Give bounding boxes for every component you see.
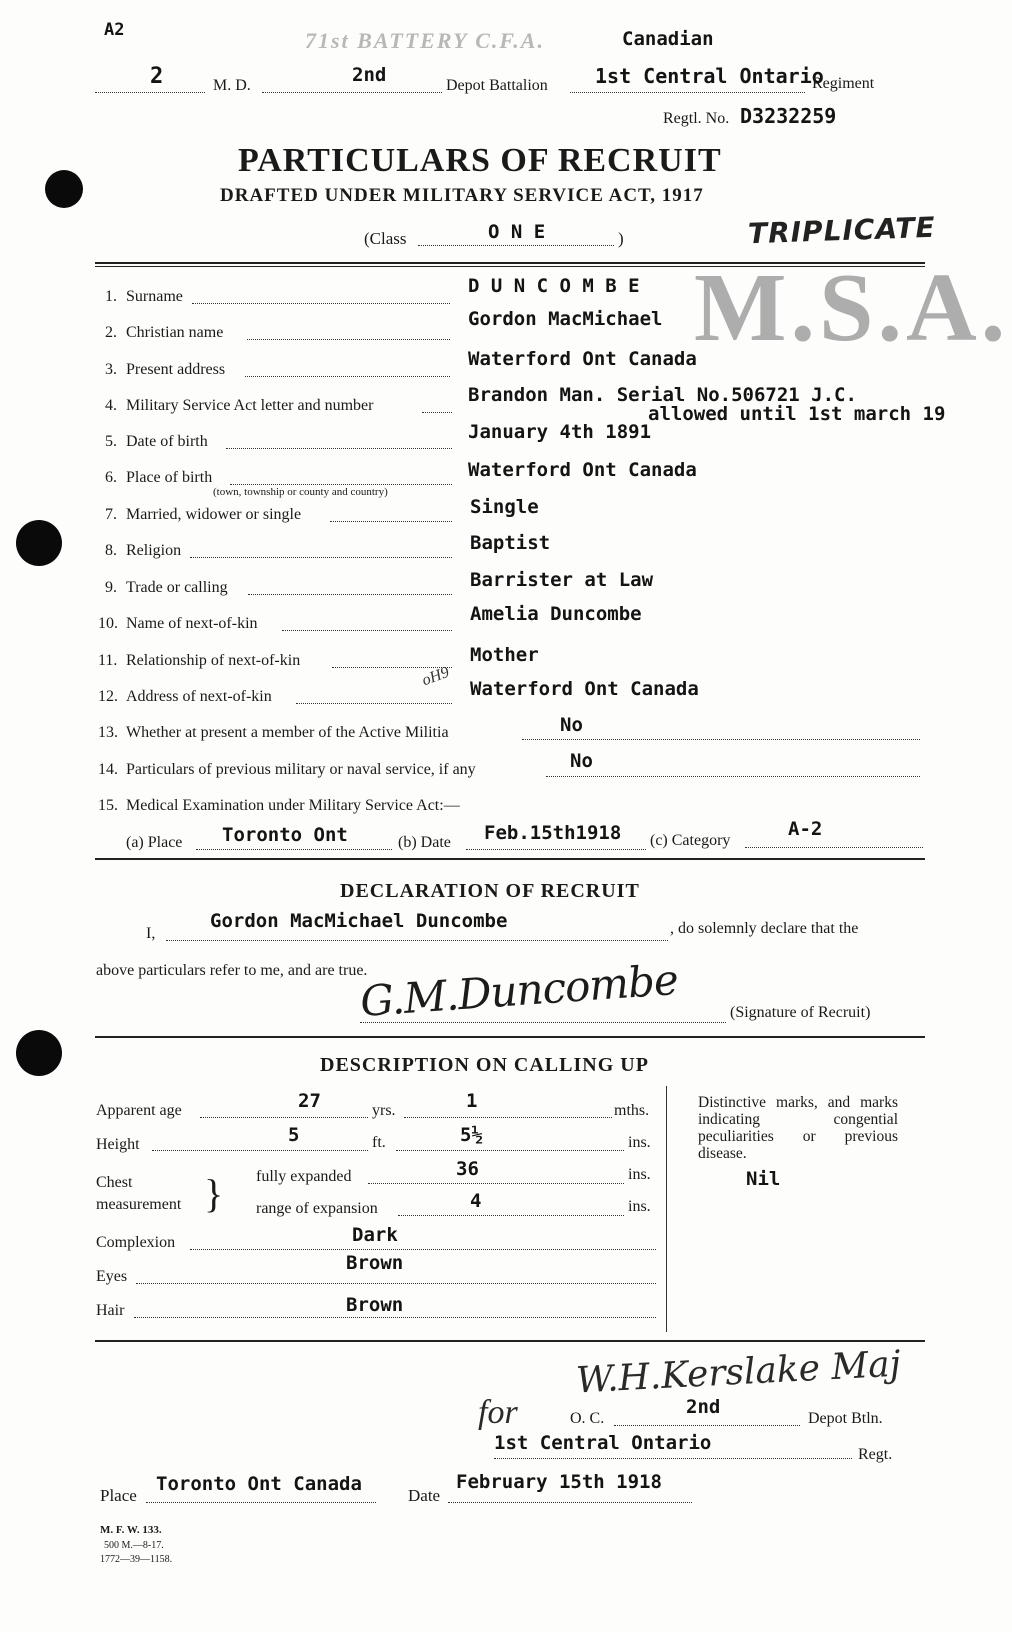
- recruit-signature: G.M.Duncombe: [358, 954, 680, 1027]
- active-militia-value: No: [560, 714, 583, 736]
- medical-category-value: A-2: [788, 818, 823, 840]
- distinctive-marks-label: Distinctive marks, and marks indicating congential peculiarities or previous disease.: [698, 1094, 898, 1162]
- declaration-name: Gordon MacMichael Duncombe: [210, 910, 508, 932]
- field-number: 6.: [105, 469, 117, 486]
- date-of-birth-value: January 4th 1891: [468, 421, 652, 443]
- depot-battalion-value: 2nd: [352, 64, 387, 86]
- medical-date-value: Feb.15th1918: [484, 822, 622, 844]
- ins1-label: ins.: [628, 1166, 651, 1183]
- print-line-2: 1772—39—1158.: [100, 1554, 173, 1565]
- age-months-value: 1: [466, 1090, 478, 1112]
- kin-address-value: Waterford Ont Canada: [470, 678, 699, 700]
- distinctive-marks-value: Nil: [746, 1168, 781, 1190]
- field-label: Whether at present a member of the Active Militia: [126, 724, 449, 741]
- hair-value: Brown: [346, 1294, 404, 1316]
- signature-label: (Signature of Recruit): [730, 1004, 871, 1021]
- description-heading: DESCRIPTION ON CALLING UP: [320, 1054, 649, 1076]
- field-number: 15.: [98, 797, 118, 814]
- field-number: 9.: [105, 579, 117, 596]
- msa-number-value: Brandon Man. Serial No.506721 J.C.: [468, 384, 857, 406]
- regt-label: Regt.: [858, 1446, 893, 1463]
- fully-expanded-value: 36: [456, 1158, 479, 1180]
- field-label: Particulars of previous military or naval service, if any: [126, 761, 476, 778]
- corner-code: A2: [104, 20, 125, 40]
- punch-hole-middle: [16, 520, 62, 566]
- field-number: 13.: [98, 724, 118, 741]
- chest-label: Chest: [96, 1174, 133, 1191]
- form-subtitle: DRAFTED UNDER MILITARY SERVICE ACT, 1917: [220, 185, 704, 206]
- regiment-value: 1st Central Ontario: [595, 64, 824, 88]
- regiment-label: Regiment: [812, 75, 875, 92]
- surname-value: D U N C O M B E: [468, 275, 640, 297]
- medical-place-label: (a) Place: [126, 834, 183, 851]
- ft-label: ft.: [372, 1134, 386, 1151]
- field-label: Religion: [126, 542, 182, 559]
- field-label: Married, widower or single: [126, 506, 302, 523]
- triplicate-stamp: TRIPLICATE: [747, 210, 937, 251]
- field-label: Surname: [126, 288, 183, 305]
- oc-label: O. C.: [570, 1410, 605, 1427]
- margin-note: oH9: [419, 663, 452, 690]
- field-number: 11.: [98, 652, 118, 669]
- form-title: PARTICULARS OF RECRUIT: [238, 142, 722, 179]
- yrs-label: yrs.: [372, 1102, 396, 1119]
- medical-date-label: (b) Date: [398, 834, 451, 851]
- religion-value: Baptist: [470, 532, 551, 554]
- field-label: Date of birth: [126, 433, 208, 450]
- officer-battalion: 2nd: [686, 1396, 721, 1418]
- hair-label: Hair: [96, 1302, 125, 1319]
- officer-signature: W.H.Kerslake Maj: [575, 1343, 902, 1402]
- previous-service-value: No: [570, 750, 593, 772]
- regtl-no-value: D3232259: [740, 104, 837, 128]
- eyes-label: Eyes: [96, 1268, 128, 1285]
- marital-status-value: Single: [470, 496, 539, 518]
- present-address-value: Waterford Ont Canada: [468, 348, 697, 370]
- field-label: Trade or calling: [126, 579, 228, 596]
- complexion-value: Dark: [352, 1224, 398, 1246]
- declaration-heading: DECLARATION OF RECRUIT: [340, 880, 640, 902]
- age-years-value: 27: [298, 1090, 321, 1112]
- field-number: 2.: [105, 324, 117, 341]
- height-feet-value: 5: [288, 1124, 300, 1146]
- class-label: (Class: [364, 229, 407, 248]
- class-close: ): [618, 229, 624, 248]
- field-label: Present address: [126, 361, 226, 378]
- declaration-above-text: above particulars refer to me, and are true.: [96, 962, 368, 979]
- height-inches-value: 5½: [460, 1124, 483, 1146]
- field-number: 12.: [98, 688, 118, 705]
- christian-name-value: Gordon MacMichael: [468, 308, 663, 330]
- place-of-birth-value: Waterford Ont Canada: [468, 459, 697, 481]
- field-number: 10.: [98, 615, 118, 632]
- print-line-1: 500 M.—8-17.: [104, 1540, 164, 1551]
- apparent-age-label: Apparent age: [96, 1102, 182, 1119]
- field-number: 1.: [105, 288, 117, 305]
- relationship-value: Mother: [470, 644, 539, 666]
- md-number: 2: [150, 64, 164, 89]
- declaration-i: I,: [146, 925, 156, 942]
- class-value: O N E: [488, 221, 546, 243]
- range-expansion-label: range of expansion: [256, 1200, 378, 1217]
- field-label: Christian name: [126, 324, 224, 341]
- range-expansion-value: 4: [470, 1190, 482, 1212]
- punch-hole-lower: [16, 1030, 62, 1076]
- ins-label: ins.: [628, 1134, 651, 1151]
- footer-place-label: Place: [100, 1486, 137, 1505]
- field-number: 8.: [105, 542, 117, 559]
- stamp-overlay: 71st BATTERY C.F.A.: [305, 28, 545, 53]
- ins2-label: ins.: [628, 1198, 651, 1215]
- depot-battalion-label: Depot Battalion: [446, 77, 548, 94]
- field-label: Place of birth: [126, 469, 213, 486]
- field-number: 4.: [105, 397, 117, 414]
- field-label: Medical Examination under Military Service Act:—: [126, 797, 460, 814]
- medical-category-label: (c) Category: [650, 832, 731, 849]
- field-label: Name of next-of-kin: [126, 615, 258, 632]
- height-label: Height: [96, 1136, 140, 1153]
- trade-value: Barrister at Law: [470, 569, 654, 591]
- footer-date-label: Date: [408, 1486, 441, 1505]
- measurement-label: measurement: [96, 1196, 182, 1213]
- field-label: Relationship of next-of-kin: [126, 652, 301, 669]
- field-number: 3.: [105, 361, 117, 378]
- md-label: M. D.: [213, 77, 251, 94]
- declaration-text: , do solemnly declare that the: [670, 920, 859, 937]
- field-label: Military Service Act letter and number: [126, 397, 374, 414]
- next-of-kin-value: Amelia Duncombe: [470, 603, 642, 625]
- column-divider: [666, 1086, 675, 1332]
- depot-btln-label: Depot Btln.: [808, 1410, 883, 1427]
- medical-place-value: Toronto Ont: [222, 824, 348, 846]
- field-number: 7.: [105, 506, 117, 523]
- field-number: 5.: [105, 433, 117, 450]
- msa-stamp: M.S.A.: [694, 254, 1010, 362]
- field-number: 14.: [98, 761, 118, 778]
- chest-brace: }: [204, 1171, 224, 1216]
- eyes-value: Brown: [346, 1252, 404, 1274]
- footer-place-value: Toronto Ont Canada: [156, 1473, 362, 1495]
- mths-label: mths.: [614, 1102, 650, 1119]
- place-of-birth-hint: (town, township or county and country): [213, 486, 388, 498]
- form-code: M. F. W. 133.: [100, 1524, 162, 1536]
- regtl-no-label: Regtl. No.: [663, 110, 730, 127]
- officer-for: for: [478, 1394, 518, 1431]
- footer-date-value: February 15th 1918: [456, 1471, 662, 1493]
- field-label: Address of next-of-kin: [126, 688, 272, 705]
- officer-regiment: 1st Central Ontario: [494, 1432, 712, 1454]
- fully-expanded-label: fully expanded: [256, 1168, 352, 1185]
- complexion-label: Complexion: [96, 1234, 176, 1251]
- canadian-text: Canadian: [622, 28, 714, 50]
- punch-hole-top: [45, 170, 83, 208]
- allowed-note: allowed until 1st march 19: [648, 403, 946, 425]
